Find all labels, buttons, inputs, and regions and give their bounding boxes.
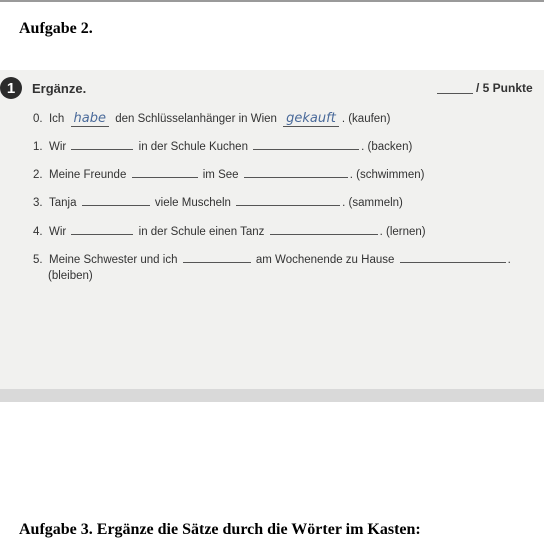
- item-text-b: viele Muscheln: [154, 197, 231, 209]
- exercise-item-3: [33, 195, 403, 209]
- item-text-a: Meine Freunde: [48, 169, 127, 181]
- example-part1: Ich: [48, 113, 65, 125]
- exercise-item-5-hint: [48, 270, 93, 282]
- exercise-item-4: [33, 224, 426, 238]
- item-text-c: . (sammeln): [342, 197, 403, 209]
- item-number: 3.: [33, 197, 43, 209]
- example-part3: . (kaufen): [341, 113, 391, 125]
- item-text-c: . (lernen): [379, 226, 426, 238]
- item-text-b: in der Schule Kuchen: [138, 141, 248, 153]
- example-answer-1: habe: [71, 111, 109, 127]
- example-part2: den Schlüsselanhänger in Wien: [115, 113, 277, 125]
- item-text-a: Wir: [48, 141, 67, 153]
- photo-bottom-edge: [0, 389, 544, 402]
- answer-blank[interactable]: [183, 252, 251, 263]
- example-line: [33, 111, 390, 127]
- item-number: 1.: [33, 141, 43, 153]
- top-divider: [0, 0, 544, 2]
- answer-blank[interactable]: [270, 224, 378, 235]
- item-text-d: (bleiben): [48, 270, 93, 282]
- item-text-c: . (schwimmen): [349, 169, 425, 181]
- answer-blank[interactable]: [236, 195, 340, 206]
- score-label: / 5 Punkte: [476, 81, 533, 95]
- score-blank: [437, 93, 473, 94]
- answer-blank[interactable]: [244, 167, 348, 178]
- answer-blank[interactable]: [132, 167, 198, 178]
- item-text-b: in der Schule einen Tanz: [138, 226, 265, 238]
- item-number: 2.: [33, 169, 43, 181]
- answer-blank[interactable]: [253, 139, 359, 150]
- exercise-item-5: [33, 252, 511, 266]
- example-answer-2: gekauft: [283, 111, 339, 127]
- item-number: 4.: [33, 226, 43, 238]
- heading-aufgabe-2: Aufgabe 2.: [19, 20, 93, 37]
- item-text-c: .: [507, 254, 511, 266]
- exercise-item-2: [33, 167, 425, 181]
- exercise-number-badge: 1: [0, 77, 22, 99]
- item-text-a: Wir: [48, 226, 67, 238]
- answer-blank[interactable]: [400, 252, 506, 263]
- heading-aufgabe-3: Aufgabe 3. Ergänze die Sätze durch die Wörter im Kasten:: [19, 521, 421, 538]
- item-number: 5.: [33, 254, 43, 266]
- item-text-b: am Wochenende zu Hause: [255, 254, 395, 266]
- item-text-a: Tanja: [48, 197, 77, 209]
- item-text-a: Meine Schwester und ich: [48, 254, 178, 266]
- answer-blank[interactable]: [71, 139, 133, 150]
- exercise-item-1: [33, 139, 412, 153]
- item-text-c: . (backen): [361, 141, 413, 153]
- answer-blank[interactable]: [82, 195, 150, 206]
- item-number: 0.: [33, 113, 43, 125]
- exercise-title: Ergänze.: [32, 81, 87, 96]
- item-text-b: im See: [202, 169, 239, 181]
- answer-blank[interactable]: [71, 224, 133, 235]
